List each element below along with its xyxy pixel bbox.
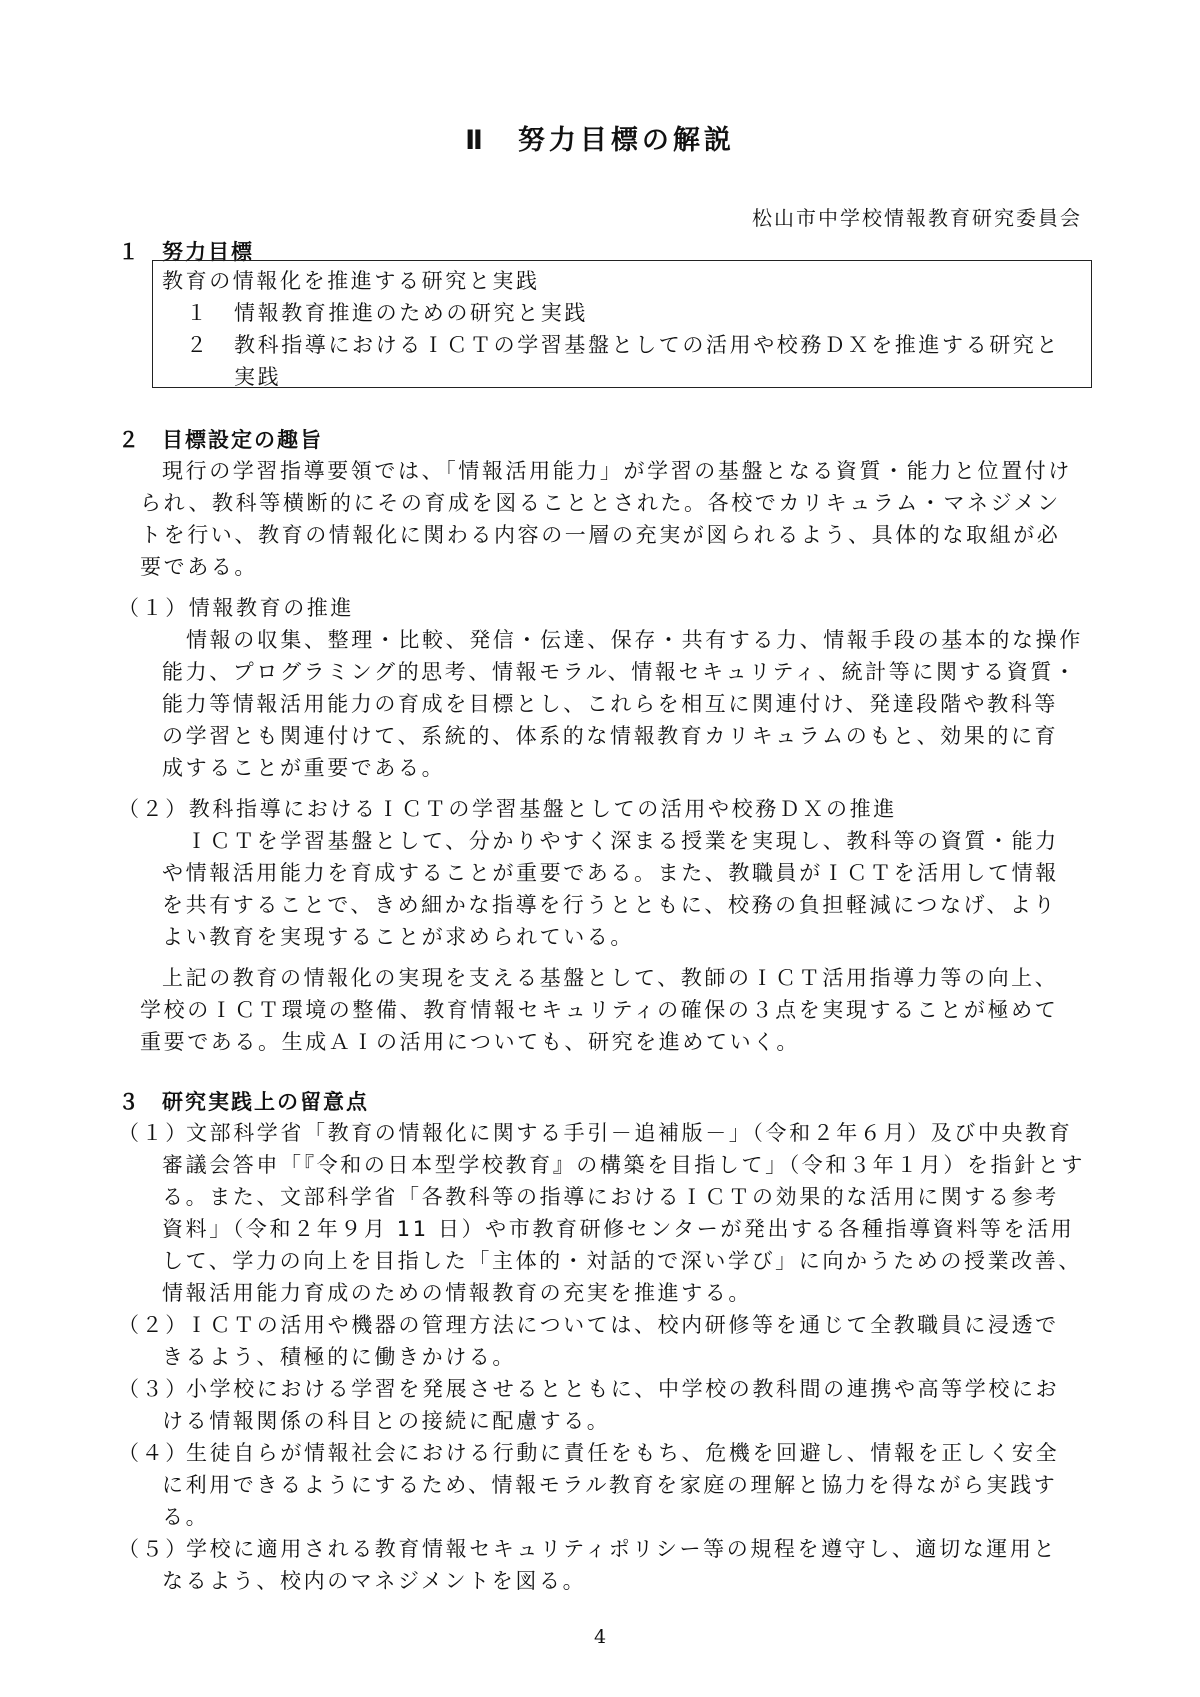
section-2-number: ２	[118, 428, 141, 452]
paragraph-line: トを行い、教育の情報化に関わる内容の一層の充実が図られるよう、具体的な取組が必	[140, 523, 1061, 547]
section-3-title: 研究実践上の留意点	[162, 1090, 369, 1114]
paragraph-line: 成することが重要である。	[162, 756, 446, 780]
point-1-number: （１）	[118, 1121, 189, 1145]
section-3-number: ３	[118, 1090, 141, 1114]
paragraph-line: の学習とも関連付けて、系統的、体系的な情報教育カリキュラムのもと、効果的に育	[162, 724, 1059, 748]
paragraph-line: 情報の収集、整理・比較、発信・伝達、保存・共有する力、情報手段の基本的な操作	[186, 628, 1083, 652]
section-2-heading	[118, 424, 323, 454]
point-2-line: きるよう、積極的に働きかける。	[162, 1345, 516, 1369]
paragraph-line: や情報活用能力を育成することが重要である。また、教職員がＩＣＴを活用して情報	[162, 861, 1059, 885]
page-title: Ⅱ 努力目標の解説	[465, 125, 735, 156]
paragraph-line: 要である。	[140, 555, 258, 579]
section-1-title: 努力目標	[162, 240, 254, 264]
paragraph-line: ＩＣＴを学習基盤として、分かりやすく深まる授業を実現し、教科等の資質・能力	[186, 829, 1059, 853]
paragraph-line: 上記の教育の情報化の実現を支える基盤として、教師のＩＣＴ活用指導力等の向上、	[162, 966, 1059, 990]
paragraph-line: 能力、プログラミング的思考、情報モラル、情報セキュリティ、統計等に関する資質・	[162, 660, 1078, 684]
point-4-line: る。	[162, 1505, 210, 1529]
paragraph-line: を共有することで、きめ細かな指導を行うとともに、校務の負担軽減につなげ、より	[162, 893, 1058, 917]
point-5-line: 学校に適用される教育情報セキュリティポリシー等の規程を遵守し、適切な運用と	[186, 1537, 1058, 1561]
paragraph-line: よい教育を実現することが求められている。	[162, 925, 634, 949]
point-3-line: ける情報関係の科目との接続に配慮する。	[162, 1409, 611, 1433]
point-4-line: 生徒自らが情報社会における行動に責任をもち、危機を回避し、情報を正しく安全	[186, 1441, 1060, 1465]
point-4-line: に利用できるようにするため、情報モラル教育を家庭の理解と協力を得ながら実践す	[162, 1473, 1058, 1497]
point-4-number: （４）	[118, 1441, 189, 1465]
point-1-line: 資料」（令和２年９月 11 日）や市教育研修センターが発出する各種指導資料等を活用	[162, 1217, 1075, 1241]
point-2-line: ＩＣＴの活用や機器の管理方法については、校内研修等を通じて全教職員に浸透で	[186, 1313, 1059, 1337]
section-1-number: １	[118, 240, 141, 264]
point-1-line: して、学力の向上を目指した「主体的・対話的で深い学び」に向かうための授業改善、	[162, 1249, 1082, 1273]
point-3-line: 小学校における学習を発展させるとともに、中学校の教科間の連携や高等学校にお	[186, 1377, 1060, 1401]
goal-item-2-text: 教科指導におけるＩＣＴの学習基盤としての活用や校務ＤＸを推進する研究と	[234, 333, 1060, 357]
subsection-1-heading: （１）情報教育の推進	[118, 596, 354, 620]
paragraph-line: 現行の学習指導要領では、「情報活用能力」が学習の基盤となる資質・能力と位置付け	[162, 459, 1072, 483]
point-1-line: 文部科学省「教育の情報化に関する手引－追補版－」（令和２年６月）及び中央教育	[186, 1121, 1073, 1145]
goal-item-2-text-cont: 実践	[234, 365, 282, 389]
goal-item-1-number: １	[186, 301, 210, 325]
goal-item-1-text: 情報教育推進のための研究と実践	[234, 301, 588, 325]
point-2-number: （２）	[118, 1313, 189, 1337]
point-3-number: （３）	[118, 1377, 189, 1401]
paragraph-line: られ、教科等横断的にその育成を図ることとされた。各校でカリキュラム・マネジメン	[140, 491, 1061, 515]
point-5-number: （５）	[118, 1537, 189, 1561]
goal-main: 教育の情報化を推進する研究と実践	[162, 269, 540, 293]
section-2-title: 目標設定の趣旨	[162, 428, 323, 452]
goal-item-2-number: ２	[186, 333, 210, 357]
page-number: 4	[593, 1626, 607, 1648]
paragraph-line: 重要である。生成ＡＩの活用についても、研究を進めていく。	[140, 1030, 800, 1054]
point-1-line: る。また、文部科学省「各教科等の指導におけるＩＣＴの効果的な活用に関する参考	[162, 1185, 1059, 1209]
point-1-line: 審議会答申「『令和の日本型学校教育』の構築を目指して」（令和３年１月）を指針とす	[162, 1153, 1085, 1177]
point-5-line: なるよう、校内のマネジメントを図る。	[162, 1569, 587, 1593]
organization-name: 松山市中学校情報教育研究委員会	[752, 206, 1082, 230]
section-3-heading	[118, 1086, 369, 1116]
paragraph-line: 学校のＩＣＴ環境の整備、教育情報セキュリティの確保の３点を実現することが極めて	[140, 998, 1059, 1022]
paragraph-line: 能力等情報活用能力の育成を目標とし、これらを相互に関連付け、発達段階や教科等	[162, 692, 1058, 716]
subsection-2-heading: （２）教科指導におけるＩＣＴの学習基盤としての活用や校務ＤＸの推進	[118, 797, 897, 821]
point-1-line: 情報活用能力育成のための情報教育の充実を推進する。	[162, 1281, 752, 1305]
